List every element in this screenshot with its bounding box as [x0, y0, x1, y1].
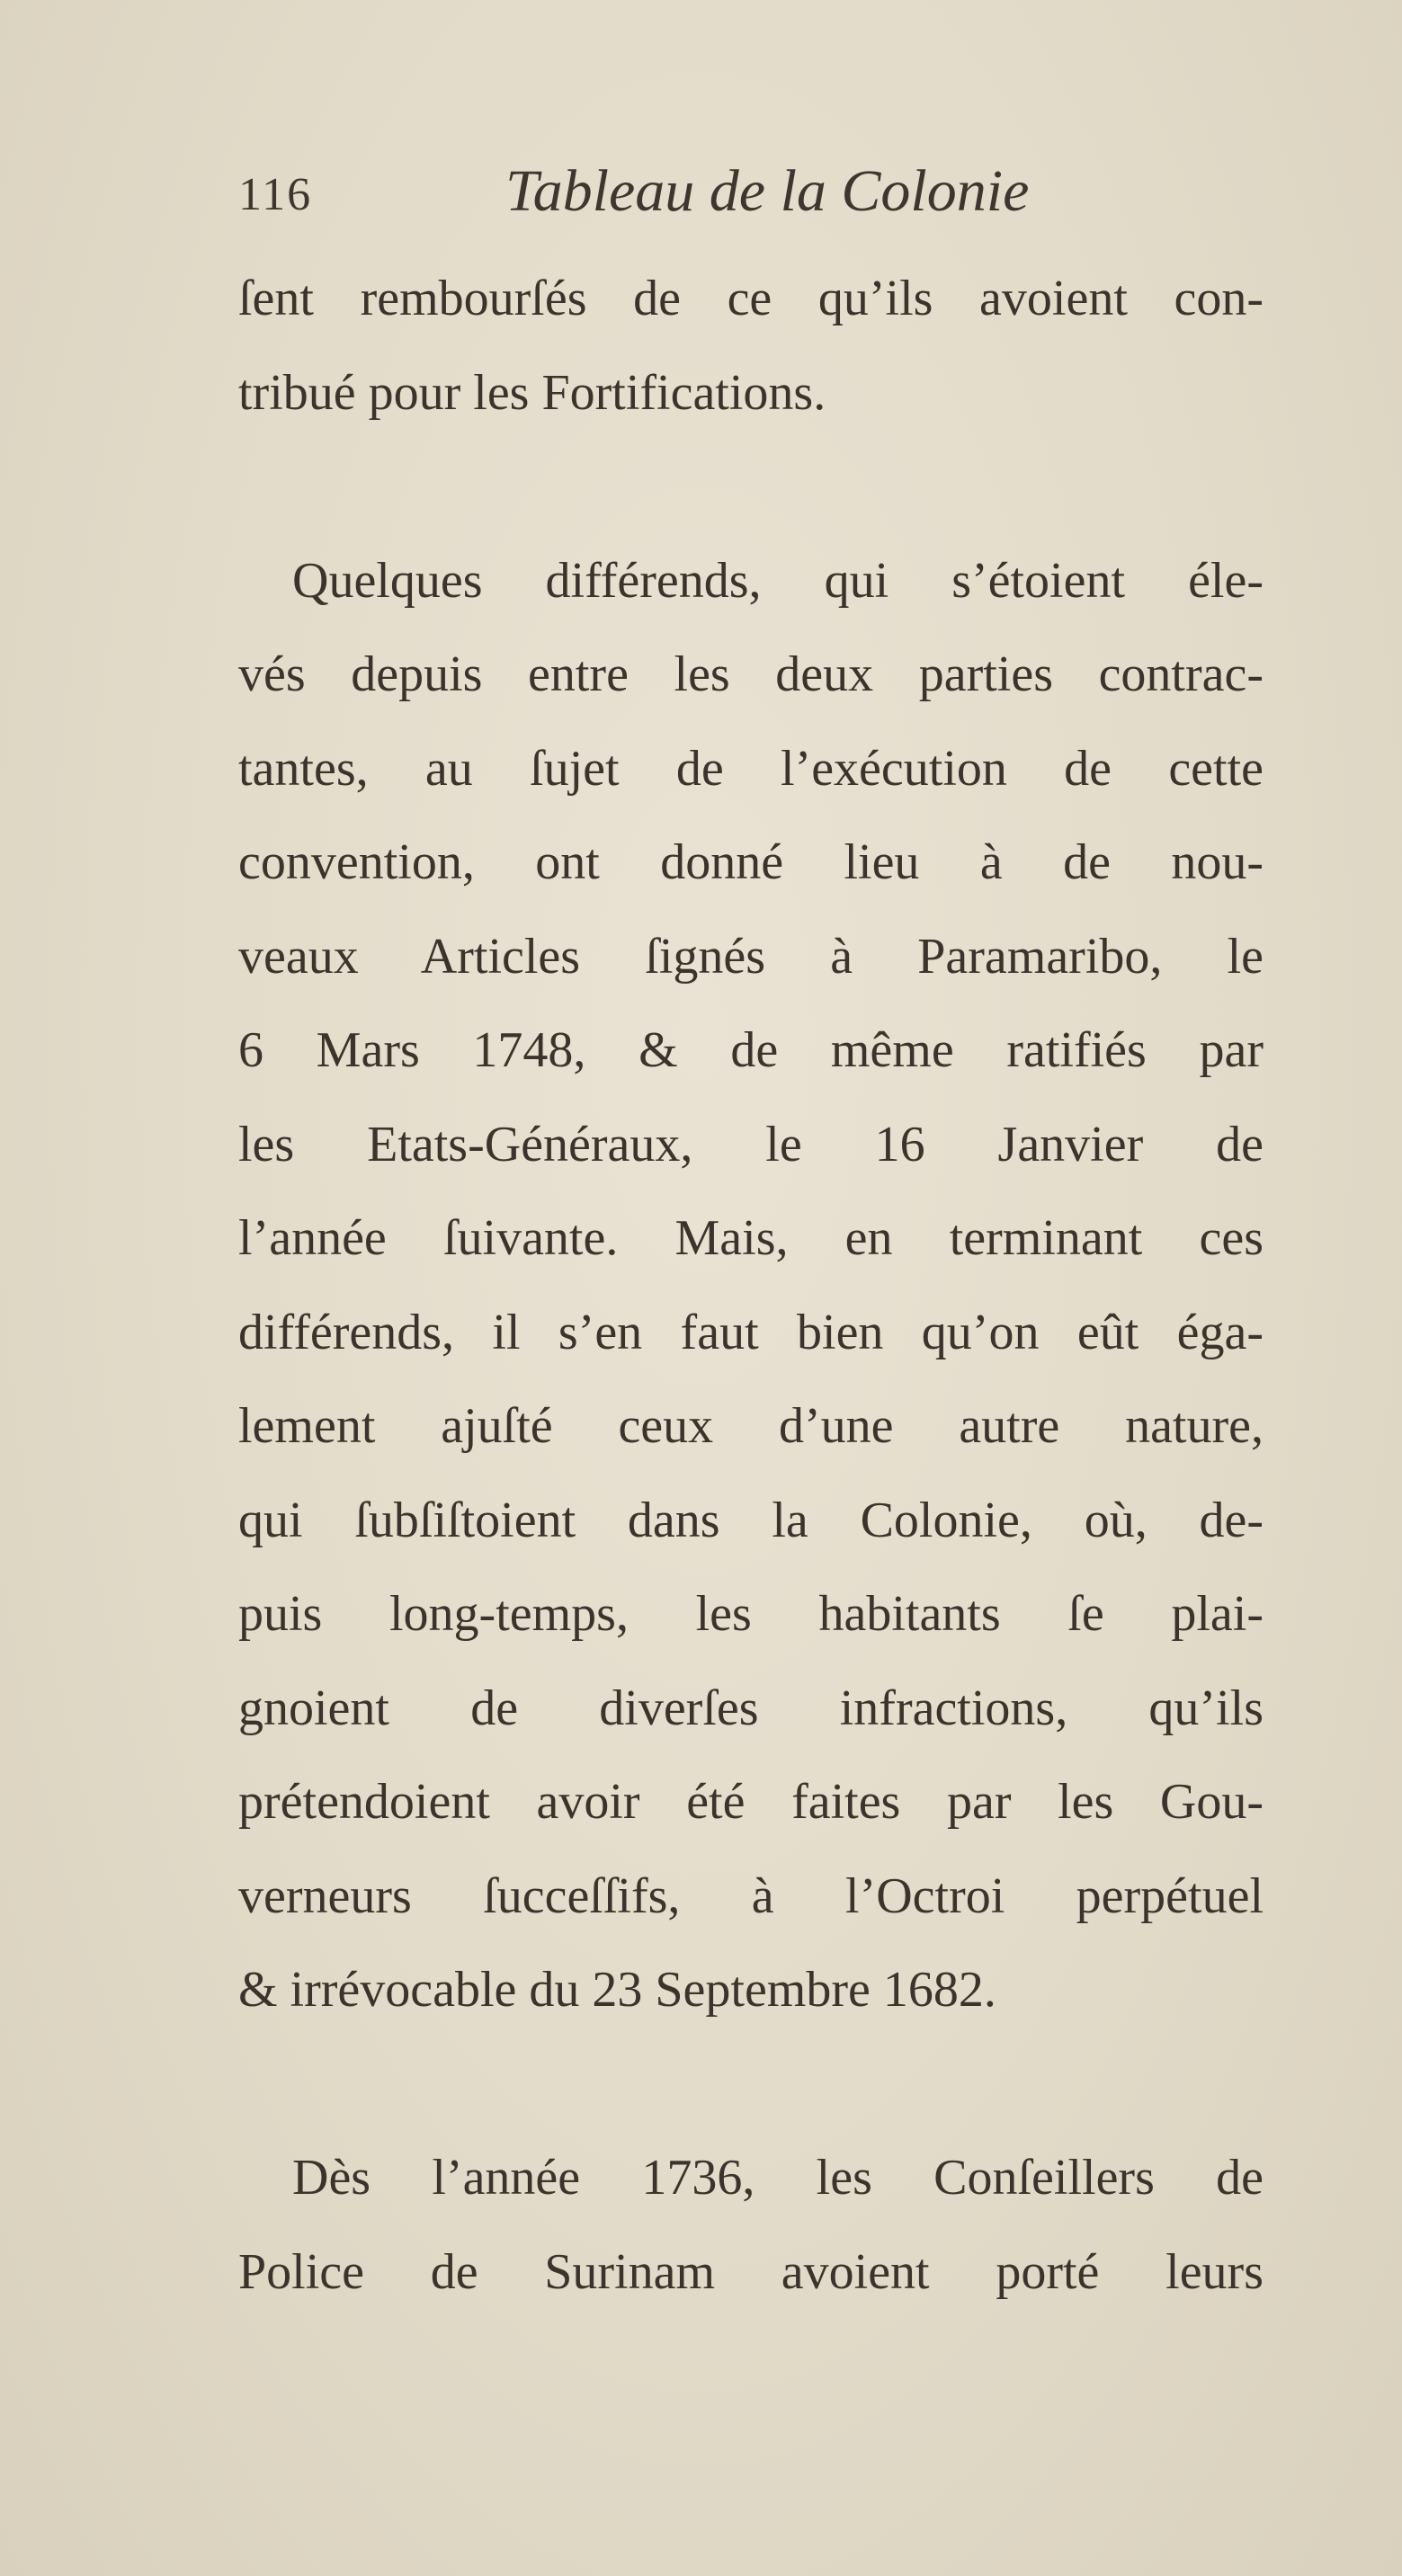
paragraph-gap	[238, 440, 1264, 534]
text-line: verneurs ſucceſſifs, à l’Octroi perpétuel	[238, 1867, 1264, 1924]
text-line: veaux Articles ſignés à Paramaribo, le	[238, 928, 1264, 985]
text-line: & irrévocable du 23 Septembre 1682.	[238, 1962, 996, 2018]
text-line: vés depuis entre les deux parties contrac-	[238, 646, 1264, 702]
text-line: convention, ont donné lieu à de nou-	[238, 834, 1264, 890]
text-line: 6 Mars 1748, & de même ratifiés par	[238, 1022, 1264, 1078]
text-line: gnoient de diverſes infractions, qu’ils	[238, 1680, 1264, 1736]
text-line: qui ſubſiſtoient dans la Colonie, où, de-	[238, 1492, 1264, 1548]
body-text	[238, 252, 1264, 2319]
text-line: lement ajuſté ceux d’une autre nature,	[238, 1398, 1264, 1454]
text-line: l’année ſuivante. Mais, en terminant ces	[238, 1210, 1264, 1266]
text-line: différends, il s’en faut bien qu’on eût éga-	[238, 1304, 1264, 1360]
text-line: puis long-temps, les habitants ſe plai-	[238, 1586, 1264, 1642]
text-line: Dès l’année 1736, les Conſeillers de	[292, 2150, 1264, 2206]
paragraph-gap	[238, 2037, 1264, 2132]
text-line: Police de Surinam avoient porté leurs	[238, 2243, 1264, 2300]
text-line: tantes, au ſujet de l’exécution de cette	[238, 740, 1264, 797]
text-line: les Etats-Généraux, le 16 Janvier de	[238, 1116, 1264, 1172]
text-line: Quelques différends, qui s’étoient éle-	[292, 552, 1264, 609]
running-title: Tableau de la Colonie	[505, 158, 1030, 224]
text-line: tribué pour les Fortifications.	[238, 364, 826, 421]
text-line: prétendoient avoir été faites par les Gou-	[238, 1774, 1264, 1830]
page-number: 116	[238, 169, 313, 220]
text-line: ſent rembourſés de ce qu’ils avoient con-	[238, 271, 1264, 326]
page-header	[238, 157, 1192, 238]
